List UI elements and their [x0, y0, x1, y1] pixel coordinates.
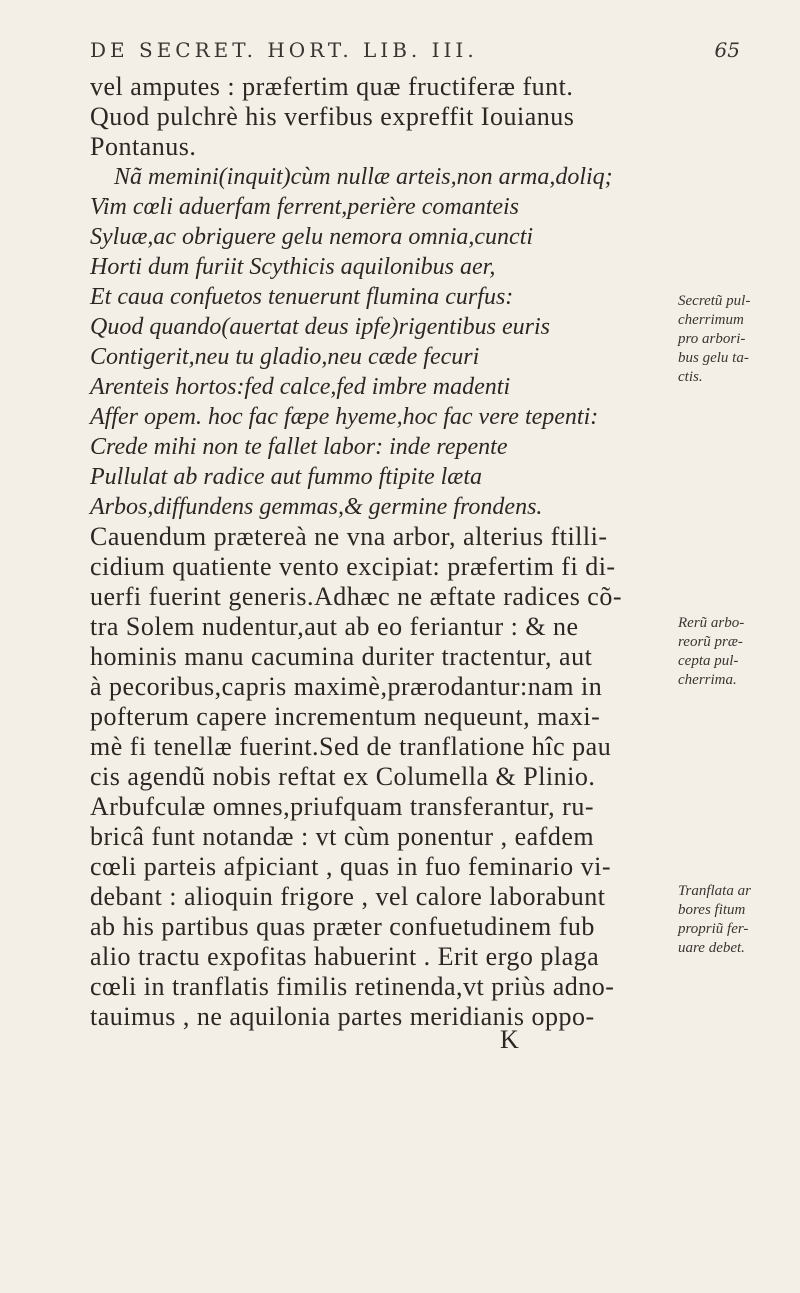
text-line: tauimus , ne aquilonia partes meridianis oppo- [90, 1002, 595, 1031]
text-line: Cauendum prætereà ne vna arbor, alterius ftilli- [90, 522, 608, 551]
text-line: pofterum capere incrementum nequeunt, maxi- [90, 702, 601, 731]
text-line: alio tractu expofitas habuerint . Erit ergo plaga [90, 942, 600, 971]
verse-line: Arbos,diffundens gemmas,& germine frondens. [90, 494, 543, 520]
margin-note [678, 292, 788, 387]
margin-note [678, 614, 788, 690]
verse-line: Horti dum furiit Scythicis aquilonibus aer, [90, 254, 496, 280]
text-line: Arbufculæ omnes,priufquam transferantur, ru- [90, 792, 594, 821]
text-line: hominis manu cacumina duriter tractentur, aut [90, 642, 593, 671]
verse-line: Quod quando(auertat deus ipfe)rigentibus euris [90, 314, 550, 340]
verse-line: Pullulat ab radice aut fummo ftipite læta [90, 464, 482, 490]
margin-note-line: reorũ præ- [678, 634, 743, 650]
margin-note-line: cepta pul- [678, 653, 739, 669]
margin-note-line: Secretũ pul- [678, 293, 751, 309]
text-line: tra Solem nudentur,aut ab eo feriantur : & ne [90, 612, 579, 641]
page-number: 65 [714, 38, 740, 62]
margin-note [678, 882, 788, 958]
header-title: DE SECRET. HORT. LIB. III. [90, 38, 478, 62]
text-line: Pontanus. [90, 132, 197, 161]
text-line: cis agendũ nobis reftat ex Columella & Plinio. [90, 762, 596, 791]
text-line: à pecoribus,capris maximè,prærodantur:nam in [90, 672, 603, 701]
margin-note-line: Tranflata ar [678, 883, 751, 899]
text-line: bricâ funt notandæ : vt cùm ponentur , eafdem [90, 822, 595, 851]
verse-line: Contigerit,neu tu gladio,neu cæde fecuri [90, 344, 480, 370]
verse-line: Et caua confuetos tenuerunt flumina curfus: [90, 284, 514, 310]
margin-note-line: bus gelu ta- [678, 350, 749, 366]
margin-note-line: ctis. [678, 369, 703, 385]
verse-line: Syluæ,ac obriguere gelu nemora omnia,cuncti [90, 224, 534, 250]
verse-line: Vim cœli aduerfam ferrent,perière comanteis [90, 194, 520, 220]
text-line: cœli parteis afpiciant , quas in fuo feminario vi- [90, 852, 612, 881]
margin-note-line: cherrima. [678, 672, 737, 688]
margin-note-line: bores fitum [678, 902, 746, 918]
verse-line: Nã memini(inquit)cùm nullæ arteis,non arma,doliq; [114, 164, 613, 190]
margin-note-line: propriũ fer- [678, 921, 749, 937]
margin-note-line: pro arbori- [678, 331, 746, 347]
running-header [90, 30, 740, 70]
text-line: cœli in tranflatis fimilis retinenda,vt priùs adno- [90, 972, 615, 1001]
signature-mark: K [500, 1025, 519, 1054]
text-line: vel amputes : præfertim quæ fructiferæ funt. [90, 72, 574, 101]
text-line: mè fi tenellæ fuerint.Sed de tranflatione hîc pau [90, 732, 612, 761]
text-line: Quod pulchrè his verfibus expreffit Iouianus [90, 102, 575, 131]
margin-note-line: Rerũ arbo- [678, 615, 745, 631]
margin-note-line: uare debet. [678, 940, 745, 956]
text-line: ab his partibus quas præter confuetudinem fub [90, 912, 595, 941]
verse-line: Arenteis hortos:fed calce,fed imbre madenti [90, 374, 511, 400]
text-line: cidium quatiente vento excipiat: præfertim fi di- [90, 552, 616, 581]
text-line: debant : alioquin frigore , vel calore laborabunt [90, 882, 606, 911]
margin-note-line: cherrimum [678, 312, 744, 328]
verse-line: Affer opem. hoc fac fæpe hyeme,hoc fac vere tepenti: [90, 404, 599, 430]
text-line: uerfi fuerint generis.Adhæc ne æftate radices cõ- [90, 582, 623, 611]
verse-line: Crede mihi non te fallet labor: inde repente [90, 434, 508, 460]
